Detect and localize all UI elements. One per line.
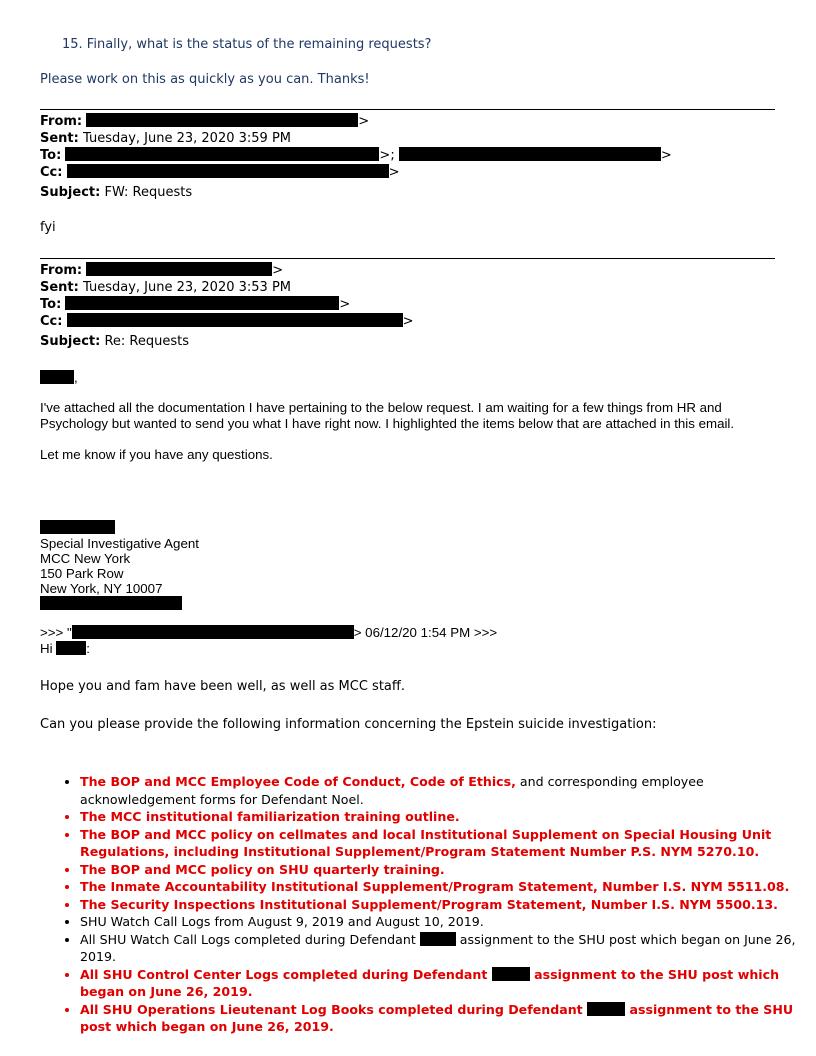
redaction [40,596,182,610]
list-item: • The BOP and MCC Employee Code of Conduct, Code of Ethics, and corresponding employee acknowledgement forms for Defendant Noel. [80,773,816,808]
divider [40,258,775,259]
list-item: • The MCC institutional familiarization training outline. [80,808,816,826]
email1-body: fyi [40,220,56,235]
redaction [65,147,379,161]
request-list [40,773,816,1036]
sig-org: MCC New York [40,551,131,566]
sig-city: New York, NY 10007 [40,581,163,596]
redaction [67,313,403,327]
sig-street: 150 Park Row [40,566,124,581]
email1-cc: Cc: > [40,165,400,180]
item-15-text: 15. Finally, what is the status of the remaining requests? [62,37,432,52]
email2-para1: I've attached all the documentation I have pertaining to the below request. I am waiting for a few things from HR and Psychology but wanted to send you what I have right now. I highlighted the items below that are attached in this email. [40,400,735,431]
list-item: • The Security Inspections Institutional Supplement/Program Statement, Number I.S. NYM 5500.13. [80,896,816,914]
ask-text: Can you please provide the following information concerning the Epstein suicide investigation: [40,717,657,732]
redaction [56,641,86,655]
redaction [67,164,389,178]
redaction [86,262,272,276]
greeting: , [40,370,78,386]
list-item: • The BOP and MCC policy on SHU quarterly training. [80,861,816,879]
list-item: • All SHU Control Center Logs completed during Defendant assignment to the SHU post which began on June 26, 2019. [80,966,816,1001]
redaction [86,113,358,127]
email2-para2: Let me know if you have any questions. [40,447,273,462]
email1-to: To: >; > [40,148,672,163]
redaction [65,296,339,310]
list-item: • The Inmate Accountability Institutional Supplement/Program Statement, Number I.S. NYM 5511.08. [80,878,816,896]
email1-from: From: > [40,114,370,129]
redaction [40,520,115,534]
redaction [72,625,354,639]
email1-sent: Sent: Tuesday, June 23, 2020 3:59 PM [40,131,291,146]
list-item: • All SHU Watch Call Logs completed during Defendant assignment to the SHU post which began on June 26, 2019. [80,931,816,966]
email2-cc: Cc: > [40,314,414,329]
email2-subject: Subject: Re: Requests [40,334,190,349]
redaction [399,147,661,161]
quoted-hi: Hi : [40,641,90,656]
list-item: • SHU Watch Call Logs from August 9, 2019 and August 10, 2019. [80,913,816,931]
redaction [420,932,456,946]
email2-sent: Sent: Tuesday, June 23, 2020 3:53 PM [40,280,291,295]
list-item: • All SHU Operations Lieutenant Log Books completed during Defendant assignment to the SHU post which began on June 26, 2019. [80,1001,816,1036]
email2-to: To: > [40,297,351,312]
redaction [40,370,74,384]
hope-text: Hope you and fam have been well, as well as MCC staff. [40,679,405,694]
quoted-header: >>> " > 06/12/20 1:54 PM >>> [40,625,498,640]
email2-from: From: > [40,263,284,278]
redaction [492,967,530,981]
sig-title: Special Investigative Agent [40,536,199,551]
please-text: Please work on this as quickly as you can. Thanks! [40,72,370,87]
redaction [587,1002,625,1016]
list-item: • The BOP and MCC policy on cellmates and local Institutional Supplement on Special Housing Unit Regulations, including Institutional Supplement/Program Statement Number P.S. NYM 5270.10. [80,826,816,861]
divider [40,109,775,110]
email1-subject: Subject: FW: Requests [40,185,193,200]
